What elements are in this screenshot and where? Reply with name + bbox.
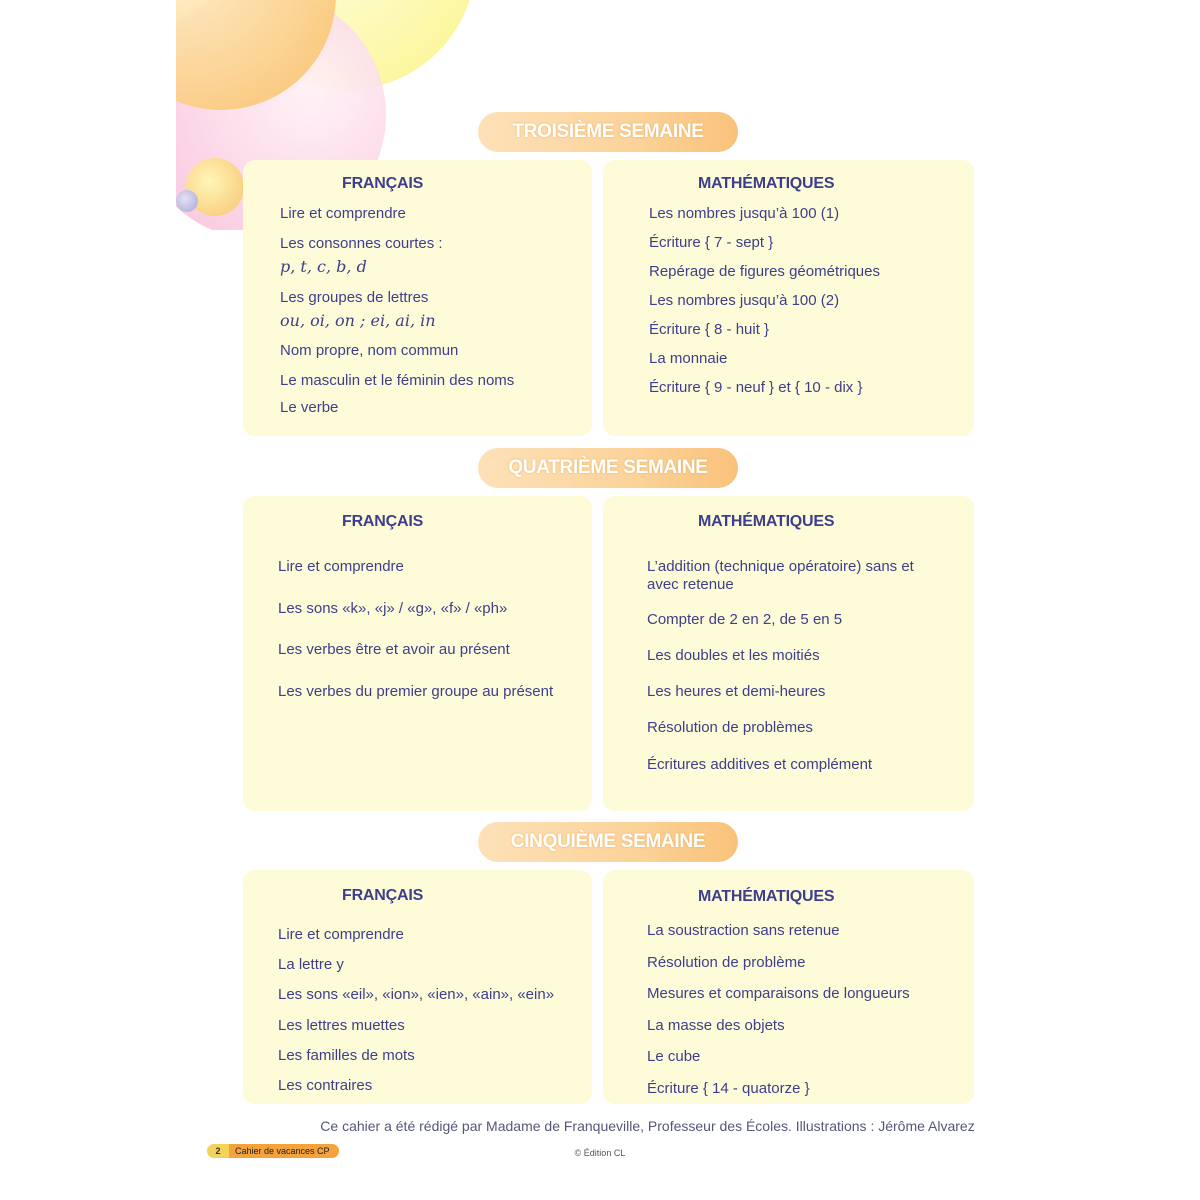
- list-item: L’addition (technique opératoire) sans et: [647, 558, 914, 575]
- week-4-maths-box: [603, 496, 974, 811]
- week-3-banner: TROISIÈME SEMAINE: [478, 112, 738, 152]
- list-item: Nom propre, nom commun: [280, 342, 459, 359]
- list-item: Lire et comprendre: [278, 926, 404, 943]
- list-item: Mesures et comparaisons de longueurs: [647, 985, 910, 1002]
- list-item: Les nombres jusqu’à 100 (2): [649, 292, 840, 309]
- list-item: Les lettres muettes: [278, 1017, 405, 1034]
- list-item: Lire et comprendre: [280, 205, 406, 222]
- list-item: Écriture { 9 - neuf } et { 10 - dix }: [649, 379, 863, 396]
- list-item: Les verbes être et avoir au présent: [278, 641, 510, 658]
- week-3-maths-box: [603, 160, 974, 436]
- list-item: Écritures additives et complément: [647, 756, 873, 773]
- list-item: Résolution de problèmes: [647, 719, 813, 736]
- maths-heading: MATHÉMATIQUES: [698, 888, 835, 905]
- list-item: Compter de 2 en 2, de 5 en 5: [647, 611, 843, 628]
- list-item: La lettre y: [278, 956, 344, 973]
- list-item: La monnaie: [649, 350, 728, 367]
- list-item: Résolution de problème: [647, 954, 806, 971]
- list-item: Les heures et demi-heures: [647, 683, 826, 700]
- francais-heading: FRANÇAIS: [342, 513, 424, 530]
- list-item: avec retenue: [647, 576, 734, 593]
- book-title-tag: Cahier de vacances CP: [229, 1144, 339, 1158]
- credits-line: [0, 1118, 1200, 1134]
- maths-heading: MATHÉMATIQUES: [698, 175, 835, 192]
- credits-text: Ce cahier a été rédigé par Madame de Franqueville, Professeur des Écoles. Illustrations : Jérôme Alvarez: [320, 1118, 975, 1134]
- list-item: La soustraction sans retenue: [647, 922, 840, 939]
- list-item: Les doubles et les moitiés: [647, 647, 820, 664]
- list-item: p, t, c, b, d: [280, 257, 367, 276]
- list-item: Lire et comprendre: [278, 558, 404, 575]
- list-item: Écriture { 8 - huit }: [649, 321, 770, 338]
- francais-heading: FRANÇAIS: [342, 175, 424, 192]
- week-5-francais-box: [243, 870, 592, 1104]
- week-5-maths-box: [603, 870, 974, 1104]
- list-item: Repérage de figures géométriques: [649, 263, 880, 280]
- list-item: ou, oi, on ; ei, ai, in: [280, 311, 436, 330]
- list-item: Les consonnes courtes :: [280, 235, 443, 252]
- list-item: Le verbe: [280, 399, 339, 416]
- week-5-banner: CINQUIÈME SEMAINE: [478, 822, 738, 862]
- week-3-francais-box: [243, 160, 592, 436]
- list-item: Les nombres jusqu’à 100 (1): [649, 205, 840, 222]
- list-item: Les sons «eil», «ion», «ien», «ain», «ein»: [278, 986, 555, 1003]
- list-item: La masse des objets: [647, 1017, 785, 1034]
- week-4-francais-box: [243, 496, 592, 811]
- list-item: Les familles de mots: [278, 1047, 415, 1064]
- list-item: Les sons «k», «j» / «g», «f» / «ph»: [278, 600, 508, 617]
- list-item: Le masculin et le féminin des noms: [280, 372, 515, 389]
- list-item: Écriture { 7 - sept }: [649, 234, 774, 251]
- francais-heading: FRANÇAIS: [342, 887, 424, 904]
- list-item: Écriture { 14 - quatorze }: [647, 1080, 810, 1097]
- copyright: © Édition CL: [574, 1148, 626, 1158]
- week-4-banner: QUATRIÈME SEMAINE: [478, 448, 738, 488]
- list-item: Le cube: [647, 1048, 701, 1065]
- list-item: Les verbes du premier groupe au présent: [278, 683, 554, 700]
- list-item: Les contraires: [278, 1077, 373, 1094]
- list-item: Les groupes de lettres: [280, 289, 429, 306]
- page-number: 2: [207, 1144, 229, 1158]
- maths-heading: MATHÉMATIQUES: [698, 513, 835, 530]
